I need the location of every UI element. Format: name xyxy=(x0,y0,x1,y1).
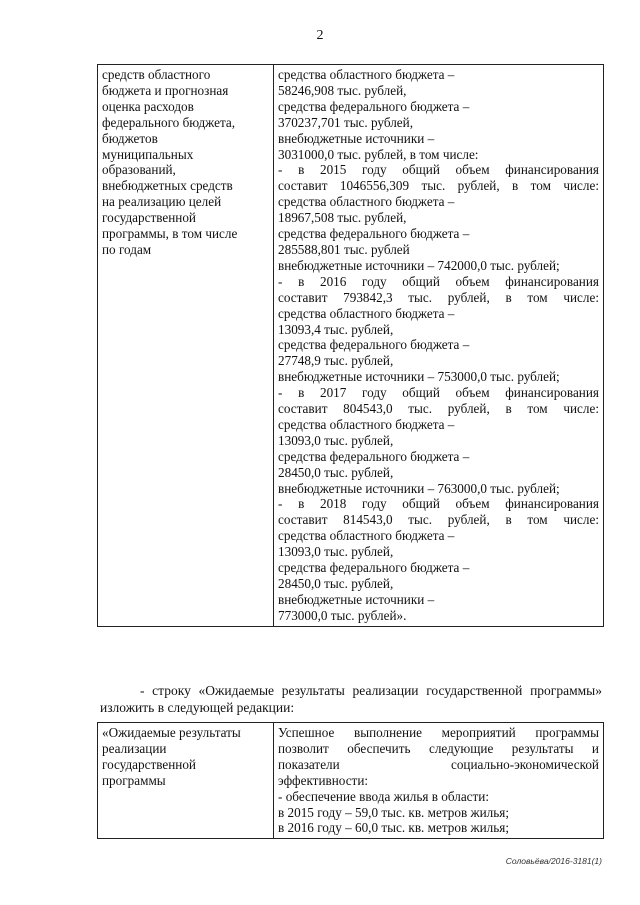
text-line: средства федерального бюджета – xyxy=(278,337,470,353)
text-line: Успешное выполнение мероприятий программы xyxy=(278,725,599,740)
text-line: государственной xyxy=(102,756,196,772)
row-label-cell xyxy=(98,65,274,627)
text-line: программы, в том числе xyxy=(102,226,238,242)
text-line: 28450,0 тыс. рублей, xyxy=(278,576,394,591)
text-line: 370237,701 тыс. рублей, xyxy=(278,114,414,130)
text-line: показатели социально-экономической xyxy=(278,756,599,772)
text-line: внебюджетные источники – 753000,0 тыс. рублей; xyxy=(278,369,560,385)
row-label-cell xyxy=(98,723,274,839)
text-line: внебюджетные источники – 742000,0 тыс. рублей; xyxy=(278,257,560,273)
expected-results-table xyxy=(97,722,604,839)
text-line: на реализацию целей xyxy=(102,194,222,210)
text-line: - в 2015 году общий объем финансирования xyxy=(278,162,599,178)
text-line: средства федерального бюджета – xyxy=(278,448,470,464)
text-line: государственной xyxy=(102,210,196,226)
text-line: средства федерального бюджета – xyxy=(278,98,470,114)
text-line: 285588,801 тыс. рублей xyxy=(278,241,410,257)
page-number: 2 xyxy=(316,28,324,43)
text-line: составит 814543,0 тыс. рублей, в том числе: xyxy=(278,512,599,528)
text-line: позволит обеспечить следующие результаты и xyxy=(278,740,599,756)
row-value-cell xyxy=(274,65,604,627)
text-line: 58246,908 тыс. рублей, xyxy=(278,82,407,98)
row-value-cell xyxy=(274,723,604,839)
text-line: 27748,9 тыс. рублей, xyxy=(278,353,394,369)
text-line: бюджетов xyxy=(102,130,158,146)
text-line: - в 2016 году общий объем финансирования xyxy=(278,273,599,289)
table-row xyxy=(98,723,604,839)
text-line: эффективности: xyxy=(278,772,369,788)
text-line: средства областного бюджета – xyxy=(278,67,455,82)
text-line: 3031000,0 тыс. рублей, в том числе: xyxy=(278,146,479,162)
text-line: средства областного бюджета – xyxy=(278,194,455,210)
text-line: средства областного бюджета – xyxy=(278,416,455,432)
text-line: 773000,0 тыс. рублей». xyxy=(278,607,407,623)
table-row xyxy=(98,65,604,627)
text-line: составит 1046556,309 тыс. рублей, в том числе: xyxy=(278,178,599,194)
text-line: - в 2017 году общий объем финансирования xyxy=(278,385,599,401)
text-line: средства областного бюджета – xyxy=(278,528,455,544)
text-line: 13093,4 тыс. рублей, xyxy=(278,321,394,337)
financing-table xyxy=(97,64,604,627)
text-line: внебюджетные источники – xyxy=(278,591,435,607)
text-line: в 2016 году – 60,0 тыс. кв. метров жилья; xyxy=(278,820,509,836)
text-line: муниципальных xyxy=(102,146,194,162)
document-footer-stamp: Соловьёва/2016-3181(1) xyxy=(505,856,602,866)
text-line: составит 804543,0 тыс. рублей, в том числе: xyxy=(278,401,599,417)
text-line: 13093,0 тыс. рублей, xyxy=(278,432,394,448)
text-line: в 2015 году – 59,0 тыс. кв. метров жилья; xyxy=(278,804,509,820)
text-line: средств областного xyxy=(102,67,211,82)
text-line: внебюджетные источники – xyxy=(278,130,435,146)
text-line: средства федерального бюджета – xyxy=(278,560,470,576)
text-line: образований, xyxy=(102,162,176,178)
text-line: программы xyxy=(102,772,166,788)
text-line: по годам xyxy=(102,241,152,257)
text-line: внебюджетные источники – 763000,0 тыс. рублей; xyxy=(278,480,560,496)
text-line: оценка расходов xyxy=(102,98,194,114)
text-line: внебюджетных средств xyxy=(102,178,233,194)
text-line: - обеспечение ввода жилья в области: xyxy=(278,788,490,804)
text-line: 13093,0 тыс. рублей, xyxy=(278,544,394,560)
text-line: «Ожидаемые результаты xyxy=(102,725,241,740)
text-line: 28450,0 тыс. рублей, xyxy=(278,464,394,480)
text-line: 18967,508 тыс. рублей, xyxy=(278,210,407,226)
text-line: средства областного бюджета – xyxy=(278,305,455,321)
text-line: составит 793842,3 тыс. рублей, в том числе: xyxy=(278,289,599,305)
text-line: средства федерального бюджета – xyxy=(278,226,470,242)
text-line: - в 2018 году общий объем финансирования xyxy=(278,496,599,512)
text-line: бюджета и прогнозная xyxy=(102,82,229,98)
instruction-paragraph: - строку «Ожидаемые результаты реализации государственной программы» изложить в следующей редакции: xyxy=(100,683,602,715)
text-line: реализации xyxy=(102,740,167,756)
text-line: федерального бюджета, xyxy=(102,114,236,130)
